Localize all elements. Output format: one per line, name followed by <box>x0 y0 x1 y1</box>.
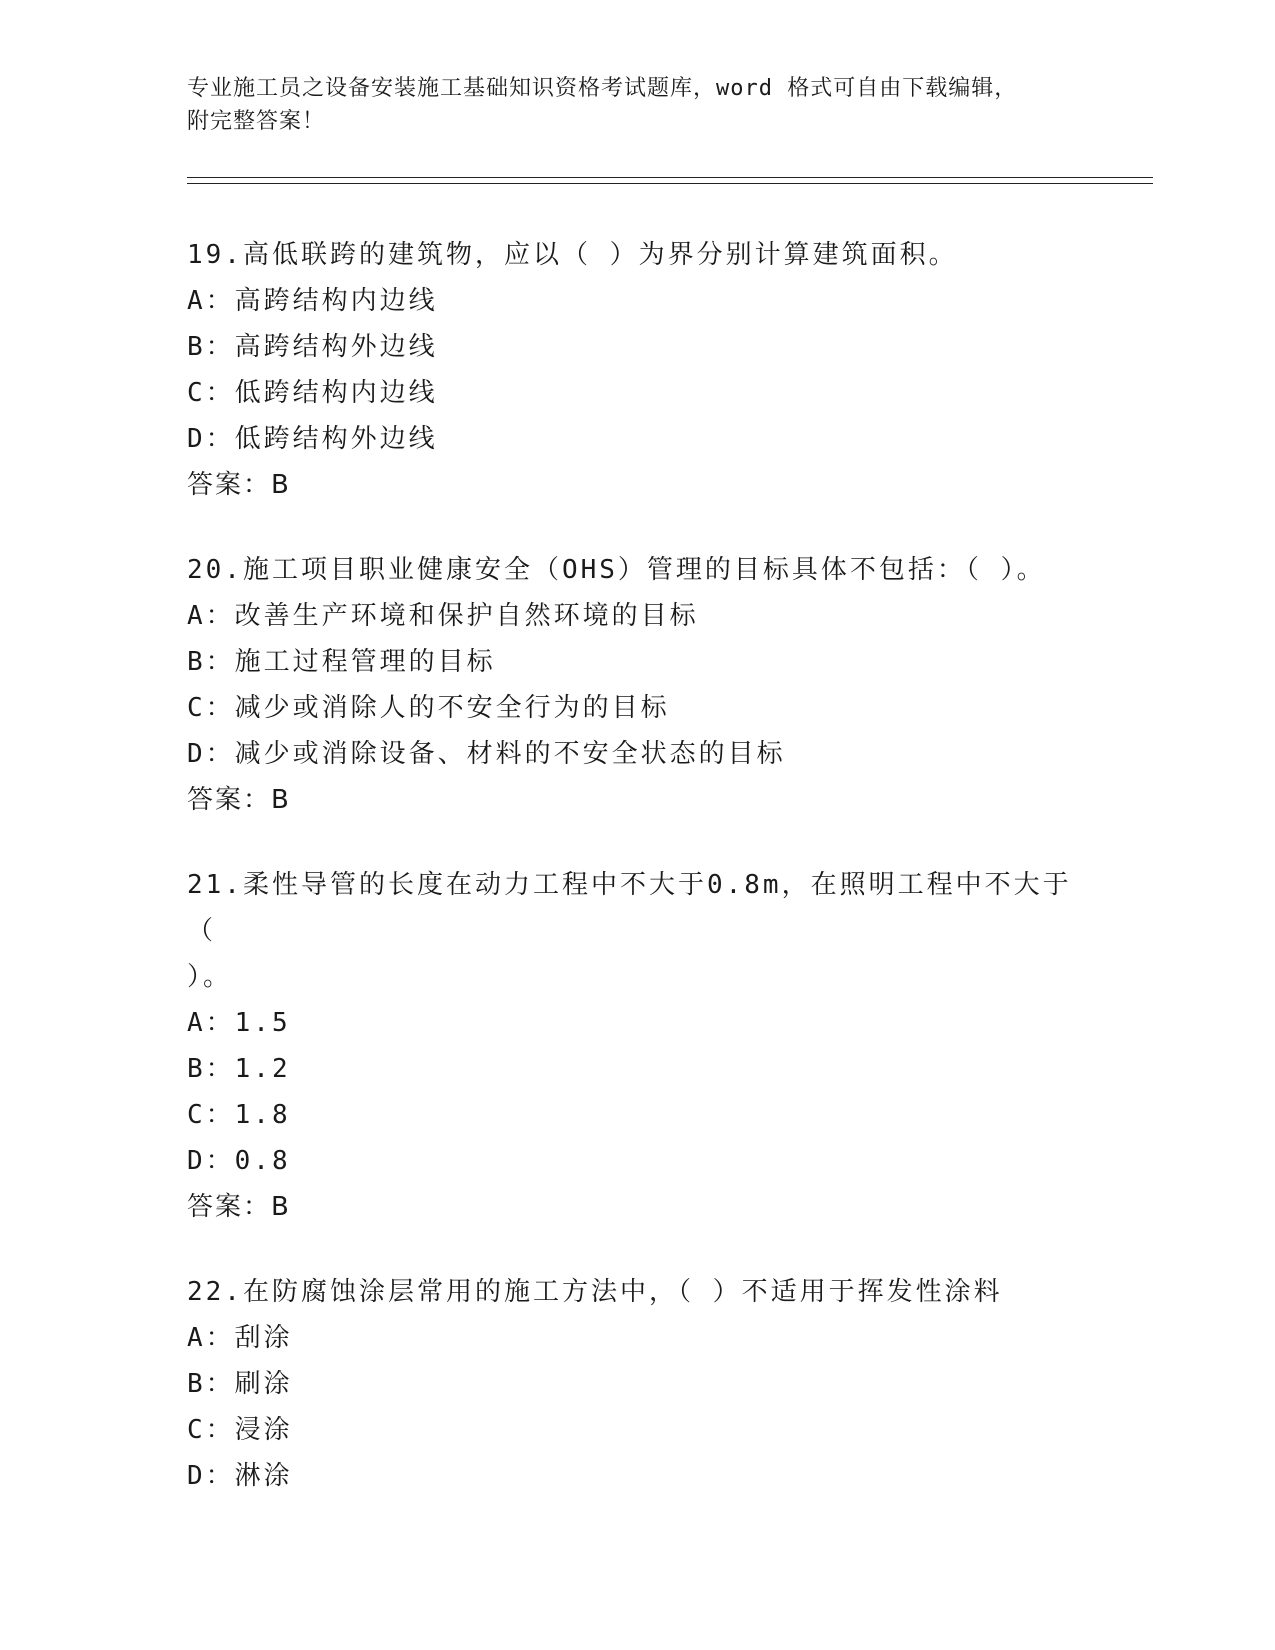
option-text: 1.5 <box>234 1008 291 1038</box>
option-item <box>187 1000 1087 1046</box>
option-letter: A： <box>187 601 235 631</box>
option-item <box>187 731 1087 777</box>
option-letter: D： <box>187 1461 235 1491</box>
option-item <box>187 1092 1087 1138</box>
option-text: 改善生产环境和保护自然环境的目标 <box>234 601 699 631</box>
header-divider-bottom <box>187 183 1153 184</box>
answer-text: 答案：B <box>187 785 291 815</box>
option-text: 1.2 <box>234 1054 291 1084</box>
option-text: 0.8 <box>234 1146 291 1176</box>
question-text: 19.高低联跨的建筑物，应以（ ）为界分别计算建筑面积。 <box>187 240 958 270</box>
answer-text: 答案：B <box>187 1192 291 1222</box>
option-letter: D： <box>187 1146 235 1176</box>
option-item <box>187 639 1087 685</box>
option-item <box>187 1315 1087 1361</box>
header-line-1: 专业施工员之设备安装施工基础知识资格考试题库，word 格式可自由下载编辑， <box>187 76 1018 101</box>
option-text: 低跨结构外边线 <box>234 424 438 454</box>
option-letter: D： <box>187 739 235 769</box>
option-letter: B： <box>187 1369 235 1399</box>
option-text: 高跨结构内边线 <box>234 286 438 316</box>
question-text: 22.在防腐蚀涂层常用的施工方法中，（ ）不适用于挥发性涂料 <box>187 1277 1003 1307</box>
option-item <box>187 685 1087 731</box>
option-letter: B： <box>187 1054 235 1084</box>
option-letter: B： <box>187 647 235 677</box>
option-letter: A： <box>187 1323 235 1353</box>
option-item <box>187 278 1087 324</box>
option-item <box>187 1407 1087 1453</box>
question-text: 21.柔性导管的长度在动力工程中不大于0.8m，在照明工程中不大于（ <box>187 870 1072 946</box>
question-list <box>187 232 1087 1538</box>
option-item <box>187 324 1087 370</box>
option-text: 高跨结构外边线 <box>234 332 438 362</box>
question-text: ）。 <box>187 962 233 992</box>
option-letter: A： <box>187 1008 235 1038</box>
header-line-2: 附完整答案！ <box>187 109 326 134</box>
question-block <box>187 1269 1087 1499</box>
option-text: 施工过程管理的目标 <box>234 647 496 677</box>
option-letter: B： <box>187 332 235 362</box>
document-header <box>187 72 1087 138</box>
option-letter: A： <box>187 286 235 316</box>
option-letter: D： <box>187 424 235 454</box>
option-text: 1.8 <box>234 1100 291 1130</box>
option-text: 低跨结构内边线 <box>234 378 438 408</box>
option-text: 淋涂 <box>234 1461 293 1491</box>
option-item <box>187 1046 1087 1092</box>
option-item <box>187 1361 1087 1407</box>
question-block <box>187 547 1087 823</box>
option-text: 刷涂 <box>234 1369 293 1399</box>
option-item <box>187 370 1087 416</box>
question-text: 20.施工项目职业健康安全（OHS）管理的目标具体不包括：（ ）。 <box>187 555 1046 585</box>
option-letter: C： <box>187 1415 235 1445</box>
question-block <box>187 862 1087 1230</box>
option-text: 刮涂 <box>234 1323 293 1353</box>
option-letter: C： <box>187 1100 235 1130</box>
option-item <box>187 593 1087 639</box>
option-item <box>187 1138 1087 1184</box>
option-letter: C： <box>187 378 235 408</box>
option-item <box>187 1453 1087 1499</box>
option-letter: C： <box>187 693 235 723</box>
option-text: 减少或消除设备、材料的不安全状态的目标 <box>234 739 786 769</box>
answer-text: 答案：B <box>187 470 291 500</box>
question-block <box>187 232 1087 508</box>
option-item <box>187 416 1087 462</box>
option-text: 减少或消除人的不安全行为的目标 <box>234 693 670 723</box>
option-text: 浸涂 <box>234 1415 293 1445</box>
header-divider-top <box>187 177 1153 178</box>
